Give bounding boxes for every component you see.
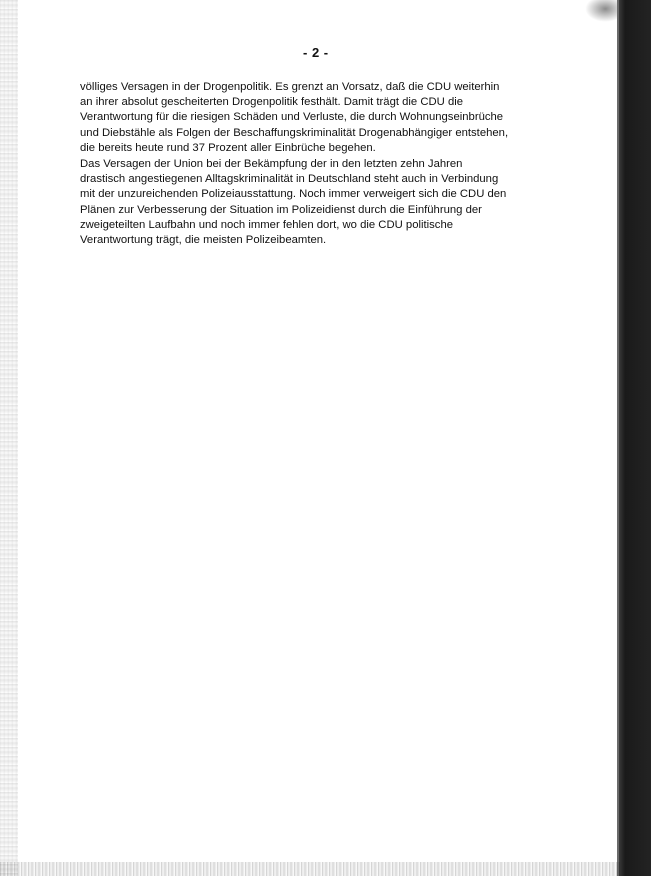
text-line: Verantwortung trägt, die meisten Polizeibeamten. [80,234,327,247]
scan-noise-bottom [0,862,620,876]
text-line: Plänen zur Verbesserung der Situation im Polizeidienst durch die Einführung der [80,203,482,216]
text-line: an ihrer absolut gescheiterten Drogenpolitik festhält. Damit trägt die CDU die [80,96,464,109]
paragraph-police [80,157,540,248]
text-line: und Diebstähle als Folgen der Beschaffungskriminalität Drogenabhängiger entstehen, [80,126,509,139]
scan-blot-top-right [585,0,619,22]
text-line: drastisch angestiegenen Alltagskriminalität in Deutschland steht auch in Verbindung [80,173,499,186]
paragraph-drug-policy [80,80,540,156]
scan-edge-right [619,0,651,876]
page-number: - 2 - [303,45,329,60]
scan-noise-left [0,0,18,876]
text-line: völliges Versagen in der Drogenpolitik. Es grenzt an Vorsatz, daß die CDU weiterhin [80,81,500,93]
text-line: Das Versagen der Union bei der Bekämpfung der in den letzten zehn Jahren [80,158,463,170]
text-line: mit der unzureichenden Polizeiausstattung. Noch immer verweigert sich die CDU den [80,188,507,201]
text-line: Verantwortung für die riesigen Schäden und Verluste, die durch Wohnungseinbrüche [80,111,504,124]
text-line: zweigeteilten Laufbahn und noch immer fehlen dort, wo die CDU politische [80,218,454,231]
text-line: die bereits heute rund 37 Prozent aller Einbrüche begehen. [80,141,376,154]
